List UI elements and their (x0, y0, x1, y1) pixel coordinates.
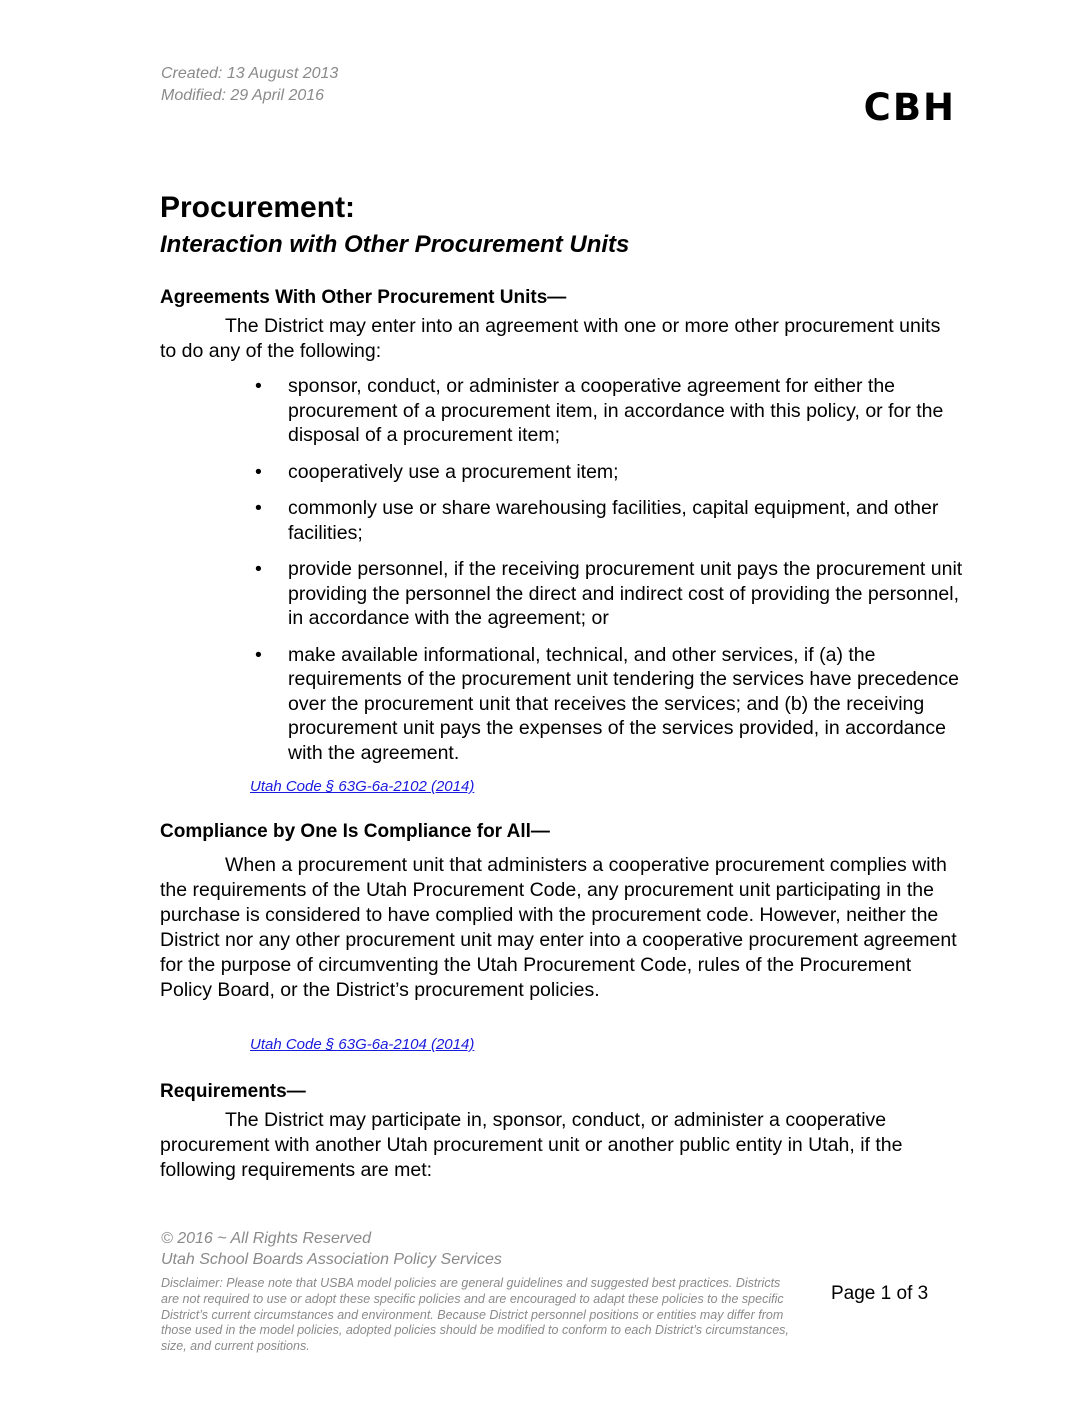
list-item (255, 374, 968, 448)
page-number: Page 1 of 3 (831, 1283, 929, 1304)
policy-code: CBH (863, 86, 956, 129)
footer-org: Utah School Boards Association Policy Services (161, 1251, 502, 1268)
footer-copyright: © 2016 ~ All Rights Reserved (161, 1230, 371, 1247)
list-item-text: commonly use or share warehousing facilities, capital equipment, and other facilities; (288, 497, 939, 544)
section-intro-agreements: The District may enter into an agreement with one or more other procurement units to do any of the following: (160, 315, 941, 362)
section-heading-compliance: Compliance by One Is Compliance for All— (160, 821, 550, 842)
modified-date: Modified: 29 April 2016 (161, 87, 325, 104)
section-heading-agreements: Agreements With Other Procurement Units— (160, 287, 567, 308)
page-title: Procurement: (160, 191, 356, 224)
list-item-text: make available informational, technical, and other services, if (a) the requirements of the procurement unit tendering the services have precedence over the procurement unit that receives the services; and (b) the receiving procurement unit pays the expenses of the services provided, in accordance with the agreement. (288, 643, 959, 764)
bullet-icon: • (255, 497, 262, 519)
list-item (255, 496, 968, 545)
list-item (255, 460, 968, 485)
list-item-text: sponsor, conduct, or administer a cooperative agreement for either the procurement of a procurement item, in accordance with this policy, or for the disposal of a procurement item; (288, 375, 944, 446)
citation-link-2104[interactable]: Utah Code § 63G-6a-2104 (2014) (250, 1036, 475, 1053)
bullet-icon: • (255, 375, 262, 397)
footer-copyright-block (161, 1228, 502, 1270)
list-item (255, 557, 968, 631)
list-item-text: cooperatively use a procurement item; (288, 460, 619, 483)
list-item-text: provide personnel, if the receiving procurement unit pays the procurement unit providing the personnel the direct and indirect cost of providing the personnel, in accordance with the agreement; or (288, 558, 963, 629)
citation-link-2102[interactable]: Utah Code § 63G-6a-2102 (2014) (250, 778, 475, 795)
bullet-icon: • (255, 460, 262, 483)
section-body-requirements: The District may participate in, sponsor, conduct, or administer a cooperative procurement with another Utah procurement unit or another public entity in Utah, if the following requirements are met: (160, 1109, 903, 1181)
footer-disclaimer: Disclaimer: Please note that USBA model policies are general guidelines and suggested best practices. Districts are not required to use or adopt these specific policies and are encouraged to adapt these policies to the specific District’s current circumstances and environment. Because District personnel positions or entities may differ from those used in the model policies, adopted policies should be modified to conform to each District’s circumstances, size, and current positions. (161, 1276, 789, 1354)
section-body-compliance: When a procurement unit that administers a cooperative procurement complies with the requirements of the Utah Procurement Code, any procurement unit participating in the purchase is considered to have complied with the procurement code. However, neither the District nor any other procurement unit may enter into a cooperative procurement agreement for the purpose of circumventing the Utah Procurement Code, rules of the Procurement Policy Board, or the District’s procurement policies. (160, 854, 957, 1001)
section-heading-requirements: Requirements— (160, 1081, 306, 1102)
list-item (255, 643, 968, 766)
agreements-bullet-list (255, 374, 968, 777)
bullet-icon: • (255, 558, 262, 580)
page-subtitle: Interaction with Other Procurement Units (160, 231, 630, 258)
bullet-icon: • (255, 643, 262, 666)
created-date: Created: 13 August 2013 (161, 65, 339, 82)
